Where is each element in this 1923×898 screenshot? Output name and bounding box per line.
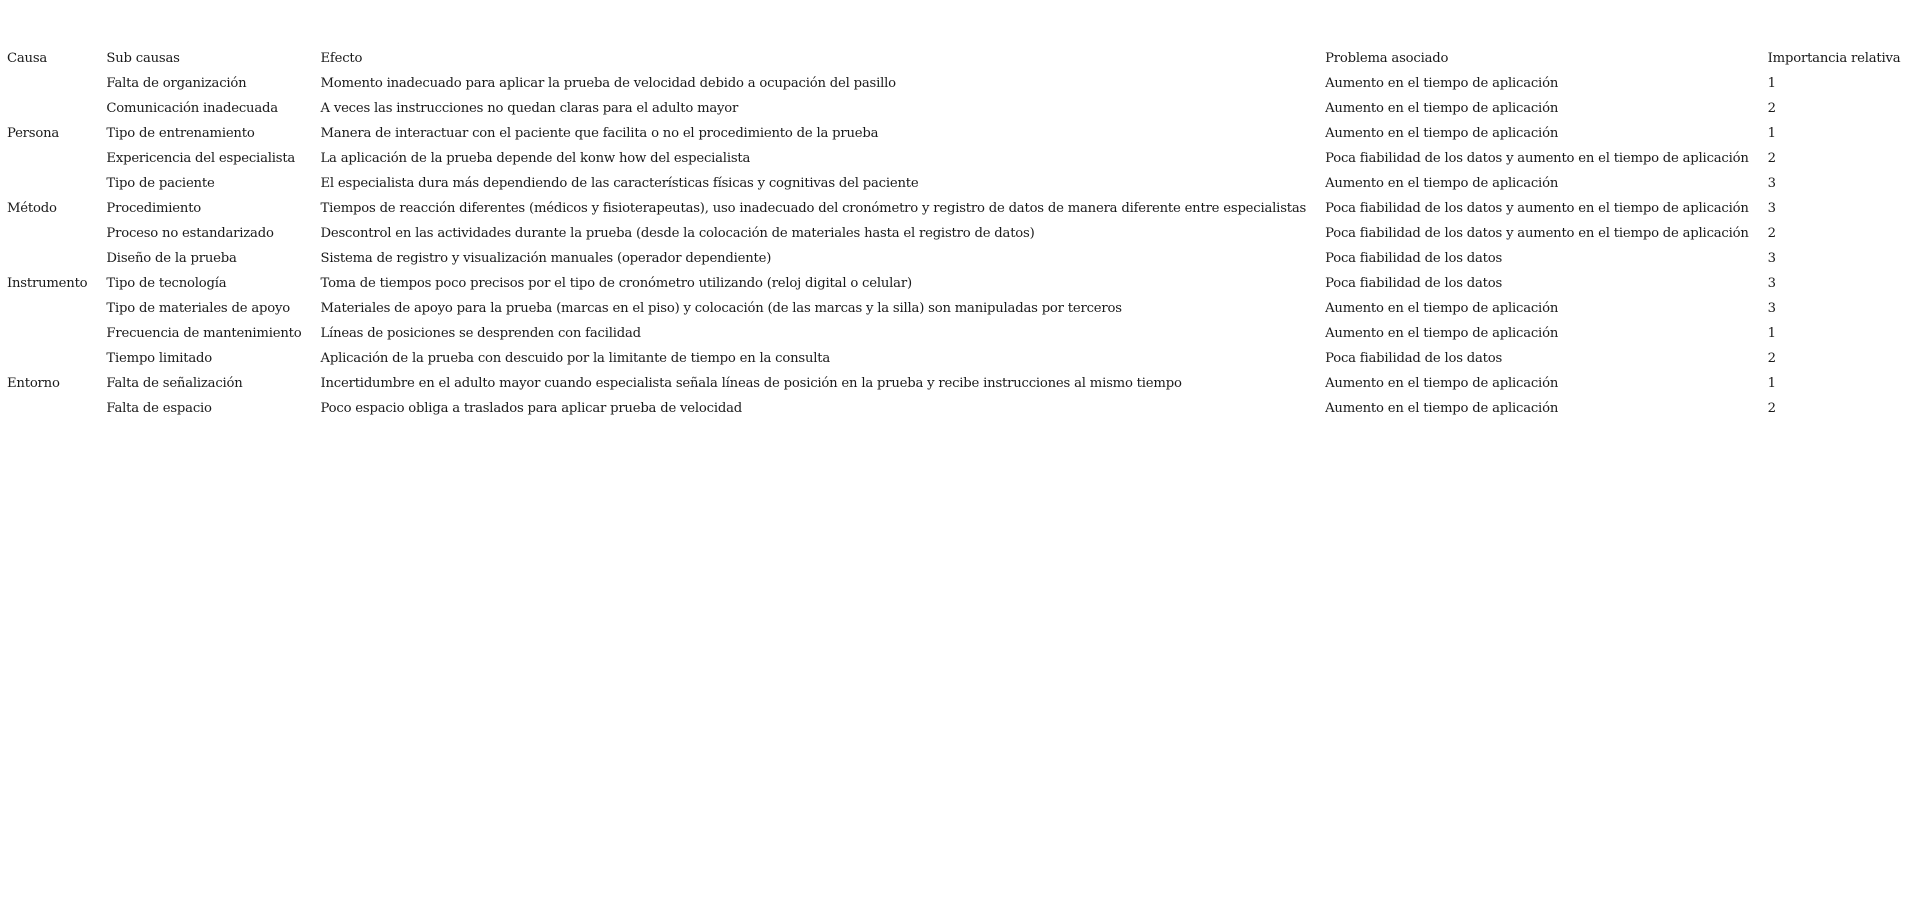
table-row: [0, 96, 1904, 121]
cell-sub-causa: Tiempo limitado: [106, 351, 213, 366]
header-causa: Causa: [7, 51, 48, 66]
cell-problema: Aumento en el tiempo de aplicación: [1325, 101, 1559, 116]
cell-efecto: Líneas de posiciones se desprenden con facilidad: [320, 326, 641, 341]
cell-problema: Aumento en el tiempo de aplicación: [1325, 76, 1559, 91]
cell-efecto: Descontrol en las actividades durante la prueba (desde la colocación de materiales hasta el registro de datos): [320, 226, 1035, 241]
cell-causa: Persona: [7, 126, 60, 141]
cell-efecto: Manera de interactuar con el paciente que facilita o no el procedimiento de la prueba: [320, 126, 879, 141]
cell-efecto: La aplicación de la prueba depende del konw how del especialista: [320, 151, 751, 166]
cell-problema: Aumento en el tiempo de aplicación: [1325, 326, 1559, 341]
cell-efecto: Toma de tiempos poco precisos por el tipo de cronómetro utilizando (reloj digital o celular): [320, 276, 912, 291]
cell-importancia: 3: [1767, 301, 1776, 316]
cell-problema: Aumento en el tiempo de aplicación: [1325, 176, 1559, 191]
cell-problema: Aumento en el tiempo de aplicación: [1325, 301, 1559, 316]
cell-causa: [0, 96, 99, 121]
cell-causa: [0, 246, 99, 271]
cause-effect-table-container: [0, 46, 1904, 421]
cell-sub-causa: Tipo de materiales de apoyo: [106, 301, 290, 316]
cell-efecto: Momento inadecuado para aplicar la prueba de velocidad debido a ocupación del pasillo: [320, 76, 896, 91]
table-row: [0, 121, 1904, 146]
table-row: [0, 296, 1904, 321]
header-problema: Problema asociado: [1325, 51, 1449, 66]
table-row: [0, 171, 1904, 196]
cell-sub-causa: Tipo de paciente: [106, 176, 215, 191]
table-row: [0, 271, 1904, 296]
table-row: [0, 346, 1904, 371]
cell-efecto: Tiempos de reacción diferentes (médicos y fisioterapeutas), uso inadecuado del cronómetro y registro de datos de manera diferente entre especialistas: [320, 201, 1307, 216]
cell-sub-causa: Tipo de entrenamiento: [106, 126, 255, 141]
cell-importancia: 1: [1767, 326, 1776, 341]
table-row: [0, 321, 1904, 346]
cell-importancia: 2: [1767, 151, 1776, 166]
cause-effect-table: [0, 46, 1904, 421]
header-row: [0, 46, 1904, 71]
cell-importancia: 3: [1767, 251, 1776, 266]
table-row: [0, 246, 1904, 271]
cell-problema: Poca fiabilidad de los datos y aumento en el tiempo de aplicación: [1325, 201, 1749, 216]
cell-efecto: Sistema de registro y visualización manuales (operador dependiente): [320, 251, 772, 266]
cell-sub-causa: Expericencia del especialista: [106, 151, 296, 166]
cell-causa: [0, 146, 99, 171]
cell-importancia: 2: [1767, 226, 1776, 241]
cell-importancia: 1: [1767, 76, 1776, 91]
cell-importancia: 3: [1767, 276, 1776, 291]
cell-causa: [0, 221, 99, 246]
cell-sub-causa: Falta de organización: [106, 76, 247, 91]
header-importancia: Importancia relativa: [1767, 51, 1901, 66]
cell-sub-causa: Diseño de la prueba: [106, 251, 237, 266]
cell-causa: [0, 346, 99, 371]
cell-sub-causa: Proceso no estandarizado: [106, 226, 274, 241]
cell-sub-causa: Falta de señalización: [106, 376, 243, 391]
cell-causa: [0, 296, 99, 321]
cell-efecto: Materiales de apoyo para la prueba (marcas en el piso) y colocación (de las marcas y la silla) son manipuladas por terceros: [320, 301, 1122, 316]
cell-causa: [0, 321, 99, 346]
cell-problema: Aumento en el tiempo de aplicación: [1325, 401, 1559, 416]
cell-importancia: 3: [1767, 176, 1776, 191]
cell-sub-causa: Comunicación inadecuada: [106, 101, 278, 116]
cell-efecto: Aplicación de la prueba con descuido por la limitante de tiempo en la consulta: [320, 351, 831, 366]
cell-causa: [0, 71, 99, 96]
cell-problema: Aumento en el tiempo de aplicación: [1325, 126, 1559, 141]
cell-sub-causa: Procedimiento: [106, 201, 202, 216]
cell-problema: Poca fiabilidad de los datos y aumento en el tiempo de aplicación: [1325, 151, 1749, 166]
cell-causa: [0, 171, 99, 196]
cell-importancia: 2: [1767, 101, 1776, 116]
cell-importancia: 3: [1767, 201, 1776, 216]
header-efecto: Efecto: [320, 51, 363, 66]
cell-importancia: 1: [1767, 126, 1776, 141]
cell-problema: Poca fiabilidad de los datos: [1325, 351, 1503, 366]
cell-sub-causa: Frecuencia de mantenimiento: [106, 326, 302, 341]
table-row: [0, 196, 1904, 221]
cell-problema: Aumento en el tiempo de aplicación: [1325, 376, 1559, 391]
cell-efecto: A veces las instrucciones no quedan claras para el adulto mayor: [320, 101, 739, 116]
cell-importancia: 2: [1767, 351, 1776, 366]
table-row: [0, 146, 1904, 171]
cell-importancia: 2: [1767, 401, 1776, 416]
cell-importancia: 1: [1767, 376, 1776, 391]
cell-efecto: Incertidumbre en el adulto mayor cuando especialista señala líneas de posición en la prueba y recibe instrucciones al mismo tiempo: [320, 376, 1182, 391]
table-row: [0, 71, 1904, 96]
cell-sub-causa: Falta de espacio: [106, 401, 212, 416]
table-row: [0, 221, 1904, 246]
table-row: [0, 396, 1904, 421]
cell-problema: Poca fiabilidad de los datos: [1325, 251, 1503, 266]
cell-causa: Instrumento: [7, 276, 88, 291]
cell-problema: Poca fiabilidad de los datos y aumento en el tiempo de aplicación: [1325, 226, 1749, 241]
cell-causa: Entorno: [7, 376, 60, 391]
cell-sub-causa: Tipo de tecnología: [106, 276, 227, 291]
cell-efecto: Poco espacio obliga a traslados para aplicar prueba de velocidad: [320, 401, 743, 416]
table-row: [0, 371, 1904, 396]
header-sub-causas: Sub causas: [106, 51, 180, 66]
cell-causa: Método: [7, 201, 57, 216]
cell-causa: [0, 396, 99, 421]
cell-problema: Poca fiabilidad de los datos: [1325, 276, 1503, 291]
cell-efecto: El especialista dura más dependiendo de las características físicas y cognitivas del paciente: [320, 176, 919, 191]
